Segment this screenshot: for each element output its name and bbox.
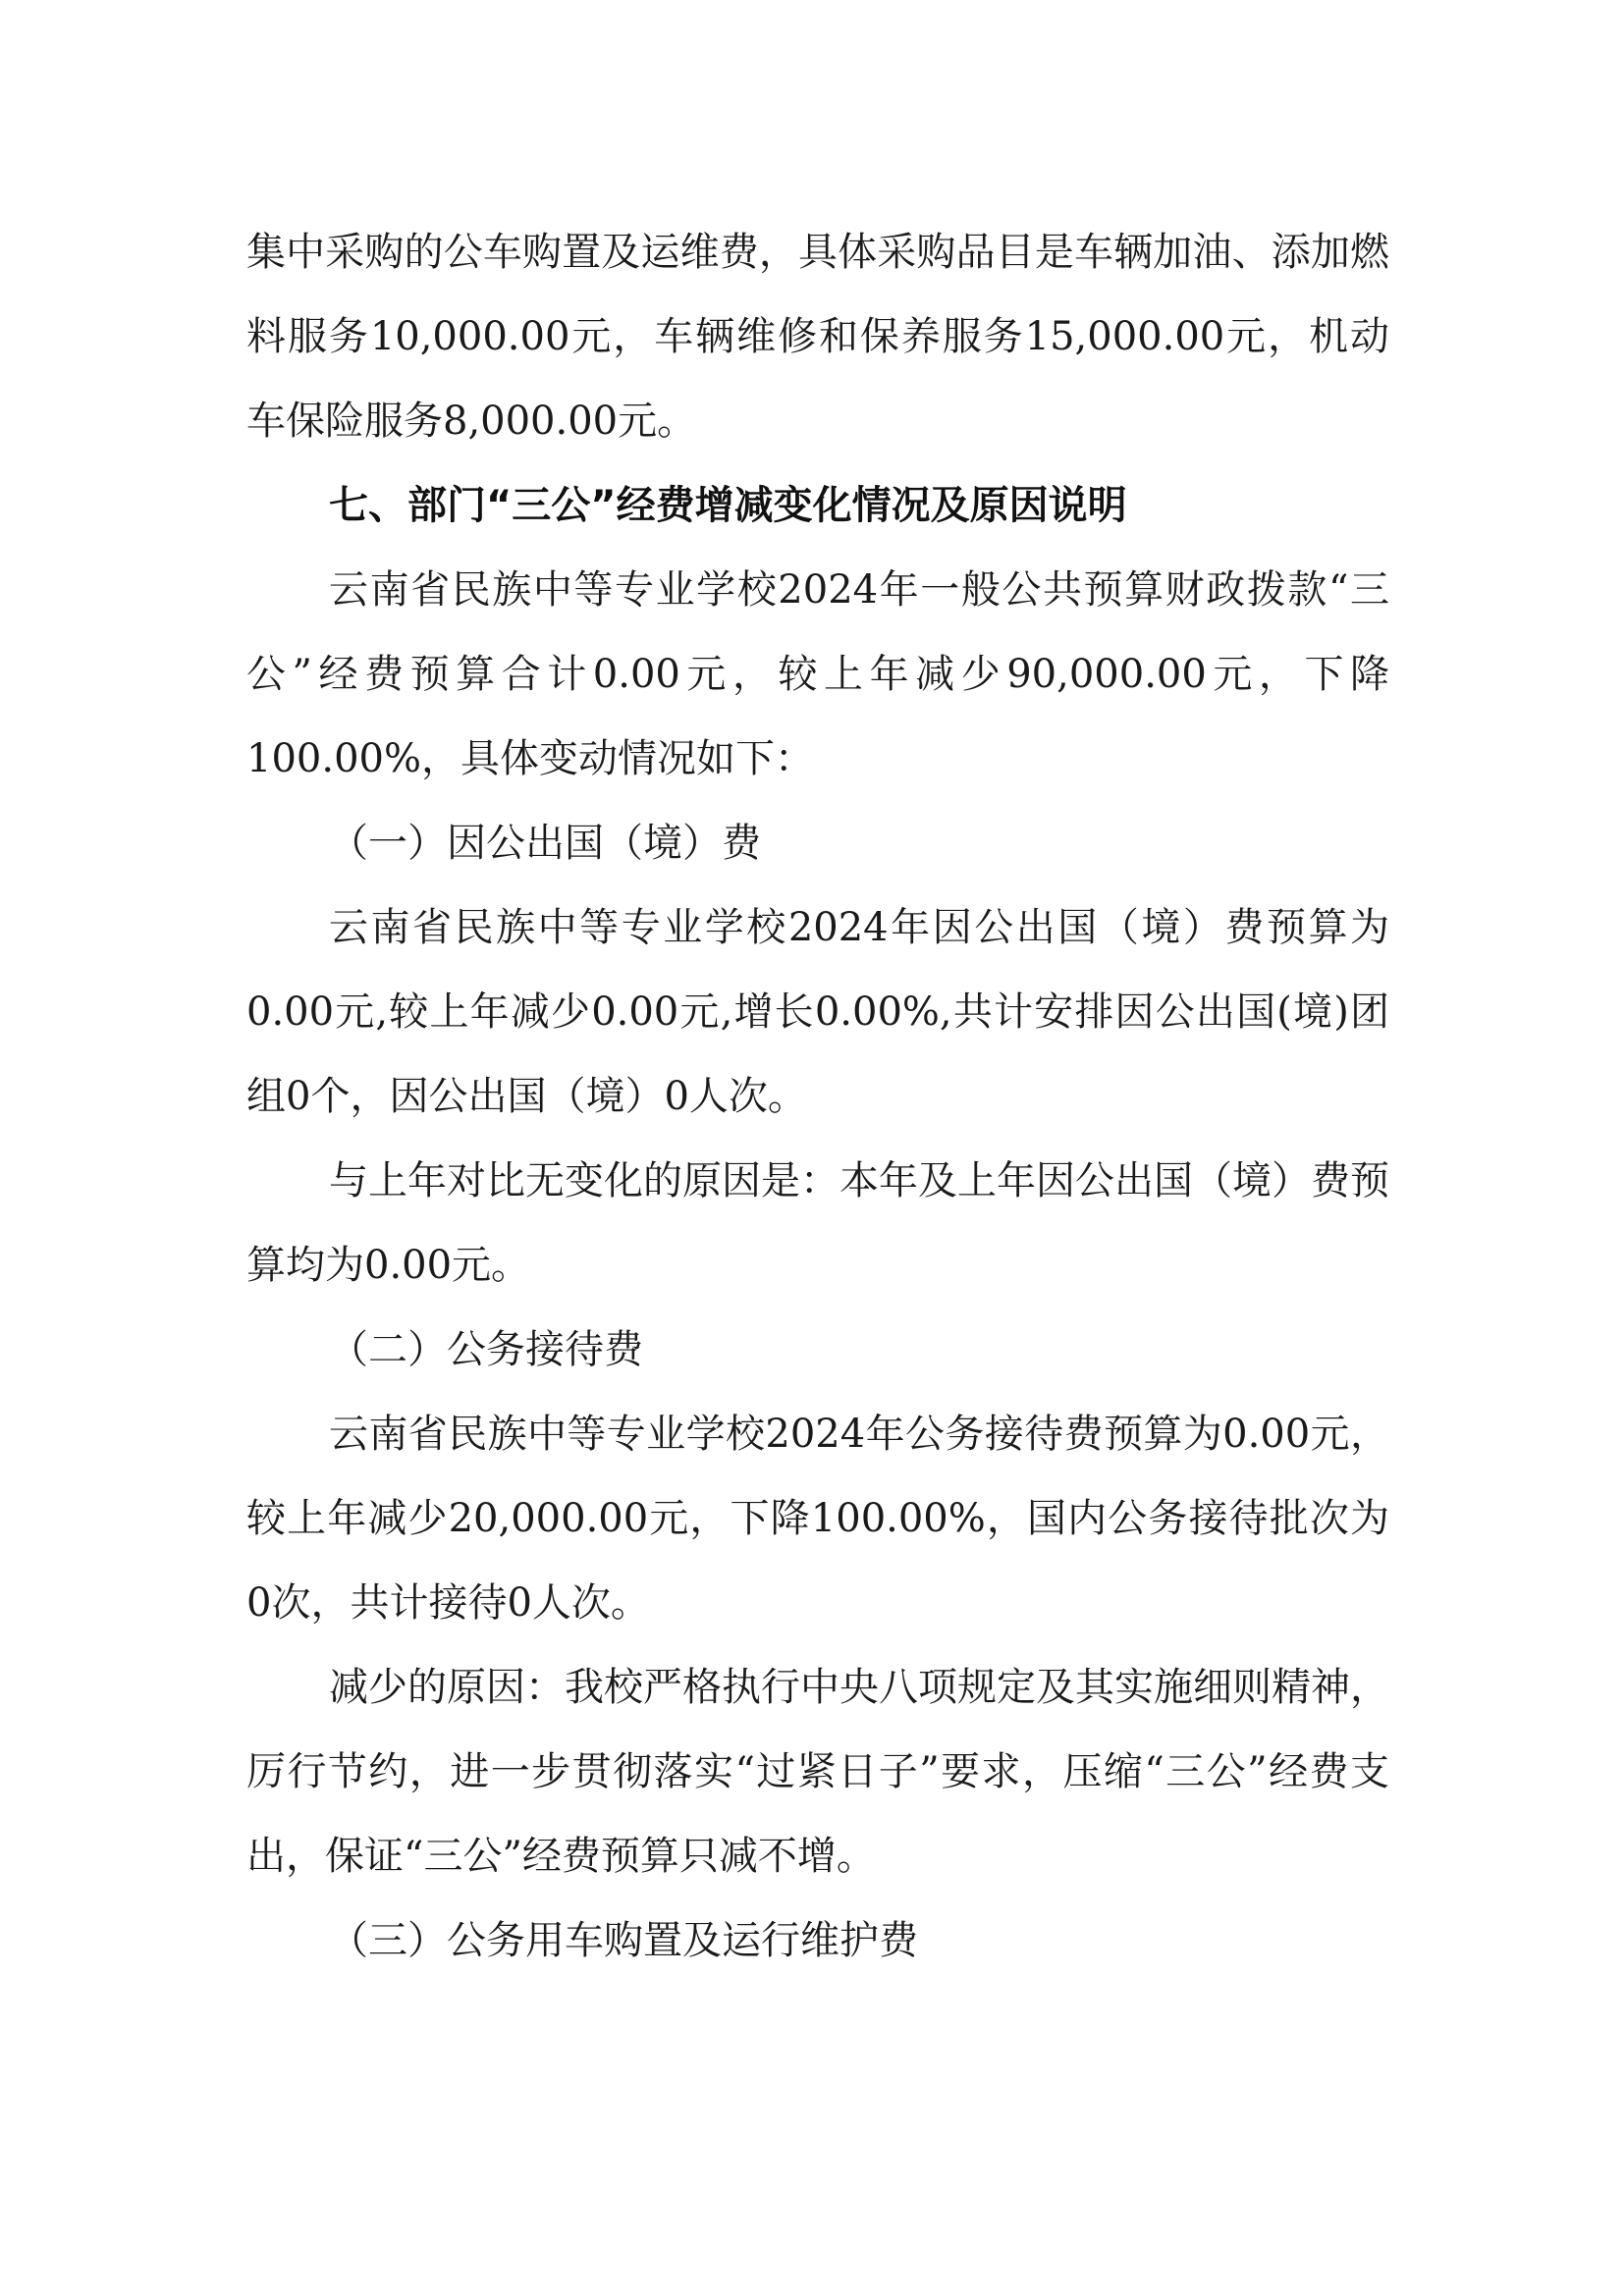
paragraph-procurement-continuation: 集中采购的公车购置及运维费，具体采购品目是车辆加油、添加燃料服务10,000.00元，车辆维修和保养服务15,000.00元，机动车保险服务8,000.00元。 xyxy=(246,230,1389,444)
subheading-official-reception: （二）公务接待费 xyxy=(329,1327,643,1372)
document-body xyxy=(246,210,1389,1983)
paragraph-overseas-travel-reason: 与上年对比无变化的原因是：本年及上年因公出国（境）费预算均为0.00元。 xyxy=(246,1158,1389,1288)
section-heading-three-public-expenses: 七、部门“三公”经费增减变化情况及原因说明 xyxy=(329,483,1127,528)
paragraph-overseas-travel-budget: 云南省民族中等专业学校2024年因公出国（境）费预算为0.00元,较上年减少0.00元,增长0.00%,共计安排因公出国(境)团组0个，因公出国（境）0人次。 xyxy=(246,905,1389,1119)
subheading-overseas-travel: （一）因公出国（境）费 xyxy=(329,821,761,866)
paragraph-official-reception-reason: 减少的原因：我校严格执行中央八项规定及其实施细则精神，厉行节约，进一步贯彻落实“过紧日子”要求，压缩“三公”经费支出，保证“三公”经费预算只减不增。 xyxy=(246,1665,1389,1879)
subheading-official-vehicles: （三）公务用车购置及运行维护费 xyxy=(329,1918,918,1963)
paragraph-three-public-summary: 云南省民族中等专业学校2024年一般公共预算财政拨款“三公”经费预算合计0.00元，较上年减少90,000.00元，下降100.00%，具体变动情况如下： xyxy=(246,567,1389,781)
paragraph-official-reception-budget: 云南省民族中等专业学校2024年公务接待费预算为0.00元，较上年减少20,000.00元，下降100.00%，国内公务接待批次为0次，共计接待0人次。 xyxy=(246,1412,1389,1626)
